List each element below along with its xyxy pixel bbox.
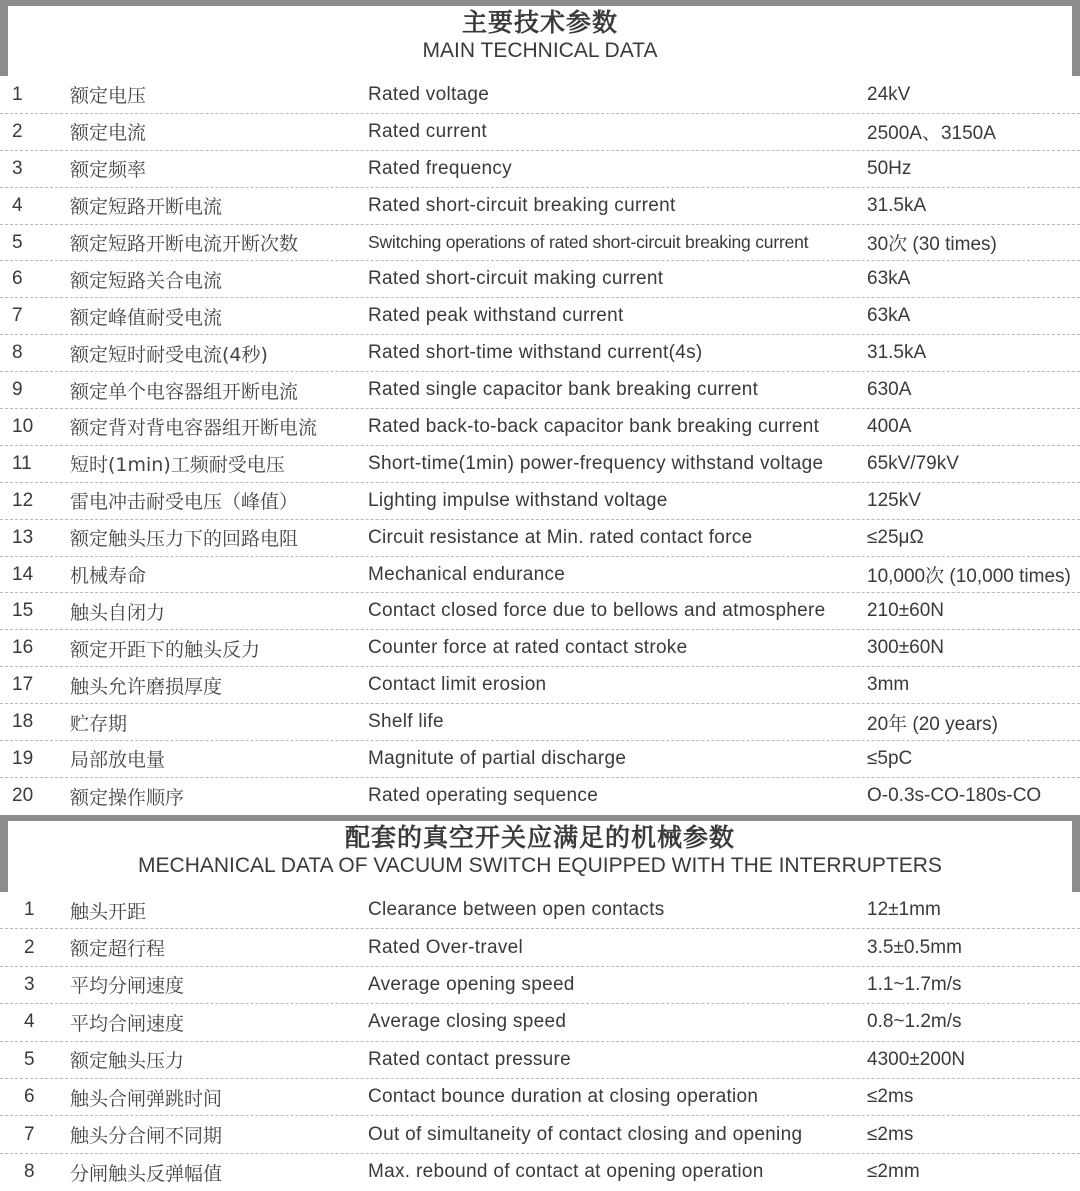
parameter-name-en: Rated short-circuit breaking current xyxy=(368,194,676,216)
parameter-name-en: Rated current xyxy=(368,120,488,142)
main-data-header xyxy=(0,0,1080,76)
table-row xyxy=(0,741,1080,778)
row-number: 16 xyxy=(12,637,34,659)
parameter-value: 31.5kA xyxy=(867,194,927,216)
parameter-name-zh: 触头开距 xyxy=(70,900,147,923)
row-number: 14 xyxy=(12,563,34,585)
row-number: 4 xyxy=(24,1011,35,1033)
row-number: 1 xyxy=(24,899,35,921)
table-row xyxy=(0,593,1080,630)
parameter-name-zh: 雷电冲击耐受电压（峰值） xyxy=(70,491,299,514)
table-row xyxy=(0,372,1080,409)
parameter-name-en: Rated short-circuit making current xyxy=(368,268,664,290)
row-number: 3 xyxy=(24,973,35,995)
parameter-name-en: Contact bounce duration at closing operation xyxy=(368,1086,759,1108)
parameter-name-zh: 短时(1min)工频耐受电压 xyxy=(70,454,285,477)
parameter-name-en: Rated back-to-back capacitor bank breaking current xyxy=(368,415,820,437)
parameter-name-en: Max. rebound of contact at opening operation xyxy=(368,1161,764,1183)
mechanical-data-header xyxy=(0,815,1080,892)
parameter-name-zh: 平均合闸速度 xyxy=(70,1012,185,1035)
table-row xyxy=(0,929,1080,966)
row-number: 15 xyxy=(12,600,34,622)
table-row xyxy=(0,261,1080,298)
parameter-value: 12±1mm xyxy=(867,899,941,921)
parameter-name-en: Clearance between open contacts xyxy=(368,899,665,921)
parameter-name-en: Out of simultaneity of contact closing and opening xyxy=(368,1123,803,1145)
parameter-name-zh: 额定短路开断电流开断次数 xyxy=(70,233,299,255)
row-number: 4 xyxy=(12,194,23,216)
parameter-value: 210±60N xyxy=(867,600,944,622)
parameter-name-zh: 触头自闭力 xyxy=(70,601,166,624)
mechanical-title-zh: 配套的真空开关应满足的机械参数 xyxy=(344,823,735,852)
table-row xyxy=(0,114,1080,151)
parameter-name-en: Counter force at rated contact stroke xyxy=(368,637,688,659)
parameter-value: 3.5±0.5mm xyxy=(867,936,962,958)
parameter-name-zh: 额定操作顺序 xyxy=(70,786,185,809)
parameter-name-zh: 额定短路开断电流 xyxy=(70,196,223,219)
mechanical-title-en: MECHANICAL DATA OF VACUUM SWITCH EQUIPPED WITH THE INTERRUPTERS xyxy=(138,854,942,877)
table-row xyxy=(0,335,1080,372)
table-row xyxy=(0,1079,1080,1116)
row-number: 2 xyxy=(24,936,35,958)
row-number: 1 xyxy=(12,83,23,105)
parameter-name-zh: 分闸触头反弹幅值 xyxy=(70,1162,223,1185)
row-number: 11 xyxy=(12,452,32,474)
parameter-name-zh: 额定超行程 xyxy=(70,938,166,961)
parameter-name-en: Rated voltage xyxy=(368,83,490,105)
parameter-name-zh: 贮存期 xyxy=(70,712,128,735)
row-number: 13 xyxy=(12,526,34,548)
parameter-name-zh: 额定背对背电容器组开断电流 xyxy=(70,417,318,440)
parameter-name-zh: 额定触头压力下的回路电阻 xyxy=(70,528,299,551)
row-number: 10 xyxy=(12,415,34,437)
main-title-en: MAIN TECHNICAL DATA xyxy=(422,39,658,62)
table-row xyxy=(0,298,1080,335)
parameter-name-en: Rated frequency xyxy=(368,157,512,179)
row-number: 9 xyxy=(12,379,23,401)
parameter-value: 24kV xyxy=(867,83,911,105)
parameter-name-en: Rated single capacitor bank breaking current xyxy=(368,379,759,401)
parameter-name-zh: 额定频率 xyxy=(70,159,147,182)
row-number: 8 xyxy=(12,342,23,364)
parameter-value: 4300±200N xyxy=(867,1048,966,1070)
parameter-name-zh: 额定开距下的触头反力 xyxy=(70,638,261,661)
parameter-name-en: Rated Over-travel xyxy=(368,936,524,958)
parameter-name-en: Switching operations of rated short-circuit breaking current xyxy=(368,232,809,252)
parameter-name-en: Circuit resistance at Min. rated contact force xyxy=(368,526,753,548)
parameter-name-en: Average closing speed xyxy=(368,1011,567,1033)
row-number: 7 xyxy=(24,1123,35,1145)
parameter-name-en: Short-time(1min) power-frequency withstand voltage xyxy=(368,452,824,474)
parameter-name-en: Rated operating sequence xyxy=(368,785,599,807)
parameter-name-en: Rated contact pressure xyxy=(368,1048,572,1070)
parameter-value: O-0.3s-CO-180s-CO xyxy=(867,785,1042,807)
parameter-value: 65kV/79kV xyxy=(867,452,959,474)
parameter-name-en: Contact limit erosion xyxy=(368,674,547,696)
table-row xyxy=(0,557,1080,594)
table-row xyxy=(0,1116,1080,1153)
row-number: 5 xyxy=(24,1048,35,1070)
table-row xyxy=(0,892,1080,929)
row-number: 12 xyxy=(12,489,34,511)
row-number: 17 xyxy=(12,674,34,696)
row-number: 5 xyxy=(12,231,23,253)
table-row xyxy=(0,188,1080,225)
parameter-name-zh: 平均分闸速度 xyxy=(70,975,185,998)
row-number: 2 xyxy=(12,120,23,142)
parameter-name-en: Lighting impulse withstand voltage xyxy=(368,489,668,511)
parameter-name-en: Rated peak withstand current xyxy=(368,305,624,327)
parameter-value: ≤2ms xyxy=(867,1086,914,1108)
parameter-value: 125kV xyxy=(867,489,921,511)
table-row xyxy=(0,630,1080,667)
parameter-value: ≤2ms xyxy=(867,1123,914,1145)
parameter-name-en: Rated short-time withstand current(4s) xyxy=(368,342,703,364)
parameter-name-zh: 额定峰值耐受电流 xyxy=(70,306,223,329)
parameter-value: 50Hz xyxy=(867,157,912,179)
table-row xyxy=(0,520,1080,557)
parameter-value: 10,000次 (10,000 times) xyxy=(867,566,1071,588)
row-number: 6 xyxy=(24,1086,35,1108)
parameter-name-zh: 机械寿命 xyxy=(70,565,147,588)
parameter-name-en: Magnitute of partial discharge xyxy=(368,747,627,769)
row-number: 19 xyxy=(12,747,34,769)
table-row xyxy=(0,225,1080,262)
parameter-name-zh: 额定电流 xyxy=(70,122,147,145)
table-row xyxy=(0,77,1080,114)
parameter-value: 2500A、3150A xyxy=(867,123,996,145)
parameter-name-en: Mechanical endurance xyxy=(368,563,566,585)
parameter-name-en: Contact closed force due to bellows and atmosphere xyxy=(368,600,826,622)
parameter-name-zh: 触头允许磨损厚度 xyxy=(70,675,223,698)
table-row xyxy=(0,483,1080,520)
row-number: 7 xyxy=(12,305,23,327)
row-number: 3 xyxy=(12,157,23,179)
row-number: 20 xyxy=(12,785,34,807)
parameter-name-zh: 局部放电量 xyxy=(70,749,166,772)
row-number: 18 xyxy=(12,711,34,733)
table-row xyxy=(0,446,1080,483)
table-row xyxy=(0,1042,1080,1079)
mechanical-data-table xyxy=(0,892,1080,1191)
parameter-name-zh: 额定单个电容器组开断电流 xyxy=(70,380,299,403)
main-title-zh: 主要技术参数 xyxy=(461,8,618,37)
parameter-name-zh: 触头合闸弹跳时间 xyxy=(70,1087,223,1110)
parameter-value: 63kA xyxy=(867,268,911,290)
parameter-value: ≤2mm xyxy=(867,1161,920,1183)
parameter-value: 1.1~1.7m/s xyxy=(867,973,962,995)
table-row xyxy=(0,704,1080,741)
parameter-name-en: Average opening speed xyxy=(368,973,575,995)
parameter-value: 31.5kA xyxy=(867,342,927,364)
parameter-value: ≤5pC xyxy=(867,747,913,769)
parameter-value: 20年 (20 years) xyxy=(867,713,998,735)
parameter-value: 300±60N xyxy=(867,637,944,659)
parameter-name-zh: 额定电压 xyxy=(70,85,147,108)
parameter-value: 0.8~1.2m/s xyxy=(867,1011,962,1033)
parameter-name-zh: 额定短路关合电流 xyxy=(70,269,223,292)
parameter-name-zh: 额定触头压力 xyxy=(70,1050,185,1073)
parameter-value: ≤25μΩ xyxy=(867,526,924,548)
row-number: 6 xyxy=(12,268,23,290)
parameter-value: 30次 (30 times) xyxy=(867,234,997,255)
table-row xyxy=(0,967,1080,1004)
parameter-value: 630A xyxy=(867,379,912,401)
table-row xyxy=(0,409,1080,446)
parameter-name-zh: 触头分合闸不同期 xyxy=(70,1125,223,1148)
table-row xyxy=(0,1004,1080,1041)
parameter-name-en: Shelf life xyxy=(368,711,444,733)
main-data-table xyxy=(0,77,1080,815)
table-row xyxy=(0,778,1080,815)
table-row xyxy=(0,667,1080,704)
parameter-value: 3mm xyxy=(867,674,910,696)
parameter-value: 63kA xyxy=(867,305,911,327)
parameter-value: 400A xyxy=(867,415,912,437)
parameter-name-zh: 额定短时耐受电流(4秒) xyxy=(70,343,268,366)
table-row xyxy=(0,1154,1080,1191)
table-row xyxy=(0,151,1080,188)
row-number: 8 xyxy=(24,1161,35,1183)
